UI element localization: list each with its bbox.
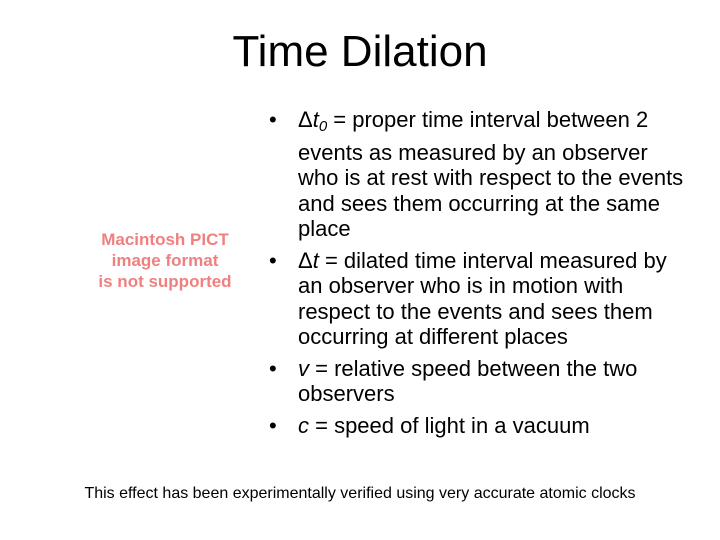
definition-text: = relative speed between the two observers <box>298 355 638 406</box>
definition-text: = proper time interval between 2 events as measured by an observer who is at rest with respect to the events and sees them occurring at the same place <box>298 107 684 241</box>
list-item-relative-speed <box>269 356 689 407</box>
definition-text: = speed of light in a vacuum <box>309 412 590 438</box>
bullet-icon: • <box>269 412 277 438</box>
placeholder-line: is not supported <box>98 272 232 291</box>
variable: v <box>298 355 309 381</box>
image-unsupported-placeholder <box>80 229 250 292</box>
variable: c <box>298 412 309 438</box>
list-item-speed-of-light <box>269 413 689 439</box>
variable: t <box>312 107 319 132</box>
footer-note: This effect has been experimentally verified using very accurate atomic clocks <box>84 485 636 502</box>
bullet-icon: • <box>269 247 277 273</box>
delta-symbol: Δ <box>298 107 313 132</box>
slide-title: Time Dilation <box>232 27 488 76</box>
placeholder-line: image format <box>111 251 219 270</box>
placeholder-line: Macintosh PICT <box>101 230 229 249</box>
variable: t <box>312 247 319 273</box>
list-item-proper-time <box>269 107 689 242</box>
subscript: 0 <box>318 118 328 135</box>
list-item-dilated-time <box>269 248 689 350</box>
definition-text: = dilated time interval measured by an observer who is in motion with respect to the events and sees them occurring at different places <box>298 247 667 349</box>
definitions-list <box>269 107 689 444</box>
bullet-icon: • <box>269 107 277 132</box>
delta-symbol: Δ <box>298 247 313 273</box>
bullet-icon: • <box>269 355 277 381</box>
